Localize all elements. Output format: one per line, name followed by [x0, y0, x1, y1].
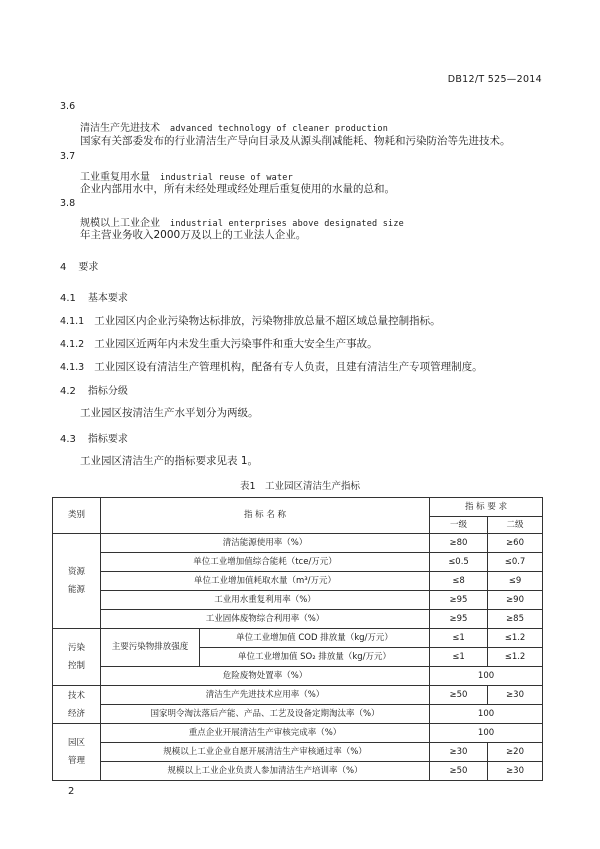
indicator-name: 单位工业增加值 SO₂ 排放量（kg/万元）	[200, 648, 430, 667]
clause-num: 4.1.3	[60, 362, 85, 373]
clause-num: 4.1.1	[60, 316, 85, 327]
clause-text: 工业园区近两年内未发生重大污染事件和重大安全生产事故。	[94, 338, 378, 350]
indicator-name: 清洁生产先进技术应用率（%）	[101, 686, 430, 705]
indicator-name: 规模以上工业企业负责人参加清洁生产培训率（%）	[101, 762, 430, 781]
level1-value: ≤0.5	[430, 553, 488, 572]
section-4-2-heading	[60, 382, 128, 397]
header-category: 类别	[53, 498, 101, 534]
header-requirement: 指 标 要 求	[430, 498, 543, 517]
standard-code: DB12/T 525—2014	[447, 74, 542, 85]
table-row	[53, 705, 543, 724]
clause-4-1-3	[60, 359, 483, 374]
level2-value: ≥85	[488, 610, 543, 629]
table-row	[53, 534, 543, 553]
term-cn: 工业重复用水量	[80, 172, 150, 183]
indicator-name: 清洁能源使用率（%）	[101, 534, 430, 553]
header-indicator: 指 标 名 称	[101, 498, 430, 534]
level2-value: ≥20	[488, 743, 543, 762]
section-title: 指标分级	[87, 386, 128, 397]
pollutant-group-cell: 主要污染物排放强度	[101, 629, 200, 667]
table-row	[53, 762, 543, 781]
category-cell: 污染 控制	[53, 629, 101, 686]
level2-value: ≤0.7	[488, 553, 543, 572]
section-4-1-heading	[60, 289, 128, 304]
section-title: 要求	[78, 262, 99, 273]
table-row	[53, 743, 543, 762]
indicator-name: 工业用水重复利用率（%）	[101, 591, 430, 610]
level2-value: ≥30	[488, 762, 543, 781]
term-definition: 国家有关部委发布的行业清洁生产导向目录及从源头削减能耗、物耗和污染防治等先进技术。	[80, 135, 511, 147]
level1-value: ≥80	[430, 534, 488, 553]
header-level1: 一级	[430, 517, 488, 534]
table-row	[53, 667, 543, 686]
table-row	[53, 591, 543, 610]
level2-value: ≥90	[488, 591, 543, 610]
page-number: 2	[68, 786, 75, 797]
level1-value: ≤8	[430, 572, 488, 591]
clause-text: 工业园区设有清洁生产管理机构，配备有专人负责，且建有清洁生产专项管理制度。	[94, 361, 483, 373]
indicator-name: 国家明令淘汰落后产能、产品、工艺及设备定期淘汰率（%）	[101, 705, 430, 724]
section-title: 基本要求	[87, 293, 128, 304]
combined-value: 100	[430, 724, 543, 743]
table-row	[53, 553, 543, 572]
header-level2: 二级	[488, 517, 543, 534]
level2-value: ≤1.2	[488, 629, 543, 648]
table-header-row	[53, 498, 543, 517]
indicator-name: 单位工业增加值综合能耗（tce/万元）	[101, 553, 430, 572]
section-4-2-text: 工业园区按清洁生产水平划分为两级。	[80, 407, 259, 419]
level1-value: ≥95	[430, 591, 488, 610]
combined-value: 100	[430, 705, 543, 724]
section-4-3-heading	[60, 430, 128, 445]
term-number: 3.7	[60, 151, 76, 162]
clause-4-1-2	[60, 336, 378, 351]
clause-text: 工业园区内企业污染物达标排放，污染物排放总量不超区域总量控制指标。	[94, 315, 441, 327]
indicator-name: 单位工业增加值耗取水量（m³/万元）	[101, 572, 430, 591]
indicator-name: 单位工业增加值 COD 排放量（kg/万元）	[200, 629, 430, 648]
section-num: 4	[60, 262, 67, 273]
term-number: 3.6	[60, 101, 76, 112]
level2-value: ≥60	[488, 534, 543, 553]
table-row	[53, 686, 543, 705]
category-cell: 园区 管理	[53, 724, 101, 781]
table-row	[53, 572, 543, 591]
term-en: industrial enterprises above designated size	[170, 219, 404, 229]
term-cn: 规模以上工业企业	[80, 218, 160, 229]
section-4-3-text: 工业园区清洁生产的指标要求见表 1。	[80, 455, 259, 467]
combined-value: 100	[430, 667, 543, 686]
indicator-name: 工业固体废物综合利用率（%）	[101, 610, 430, 629]
section-num: 4.1	[60, 293, 76, 304]
level1-value: ≥30	[430, 743, 488, 762]
level2-value: ≤1.2	[488, 648, 543, 667]
clause-4-1-1	[60, 313, 441, 328]
section-num: 4.2	[60, 386, 76, 397]
category-cell: 资源 能源	[53, 534, 101, 629]
term-en: advanced technology of cleaner production	[170, 124, 389, 134]
indicator-name: 规模以上工业企业自愿开展清洁生产审核通过率（%）	[101, 743, 430, 762]
indicator-table	[52, 497, 543, 781]
table-row	[53, 629, 543, 648]
clause-num: 4.1.2	[60, 339, 85, 350]
level1-value: ≤1	[430, 648, 488, 667]
level1-value: ≤1	[430, 629, 488, 648]
category-cell: 技术 经济	[53, 686, 101, 724]
term-en: industrial reuse of water	[160, 173, 293, 183]
term-number: 3.8	[60, 198, 76, 209]
section-4-heading	[60, 258, 98, 273]
term-definition: 企业内部用水中，所有未经处理或经处理后重复使用的水量的总和。	[80, 183, 395, 195]
table-row	[53, 724, 543, 743]
indicator-name: 危险废物处置率（%）	[101, 667, 430, 686]
section-num: 4.3	[60, 434, 76, 445]
table-row	[53, 610, 543, 629]
term-cn: 清洁生产先进技术	[80, 123, 160, 134]
indicator-name: 重点企业开展清洁生产审核完成率（%）	[101, 724, 430, 743]
section-title: 指标要求	[87, 434, 128, 445]
table-caption: 表1 工业园区清洁生产指标	[239, 481, 361, 492]
level2-value: ≥30	[488, 686, 543, 705]
level1-value: ≥50	[430, 686, 488, 705]
term-definition: 年主营业务收入2000万及以上的工业法人企业。	[80, 229, 307, 241]
level1-value: ≥95	[430, 610, 488, 629]
level1-value: ≥50	[430, 762, 488, 781]
level2-value: ≤9	[488, 572, 543, 591]
